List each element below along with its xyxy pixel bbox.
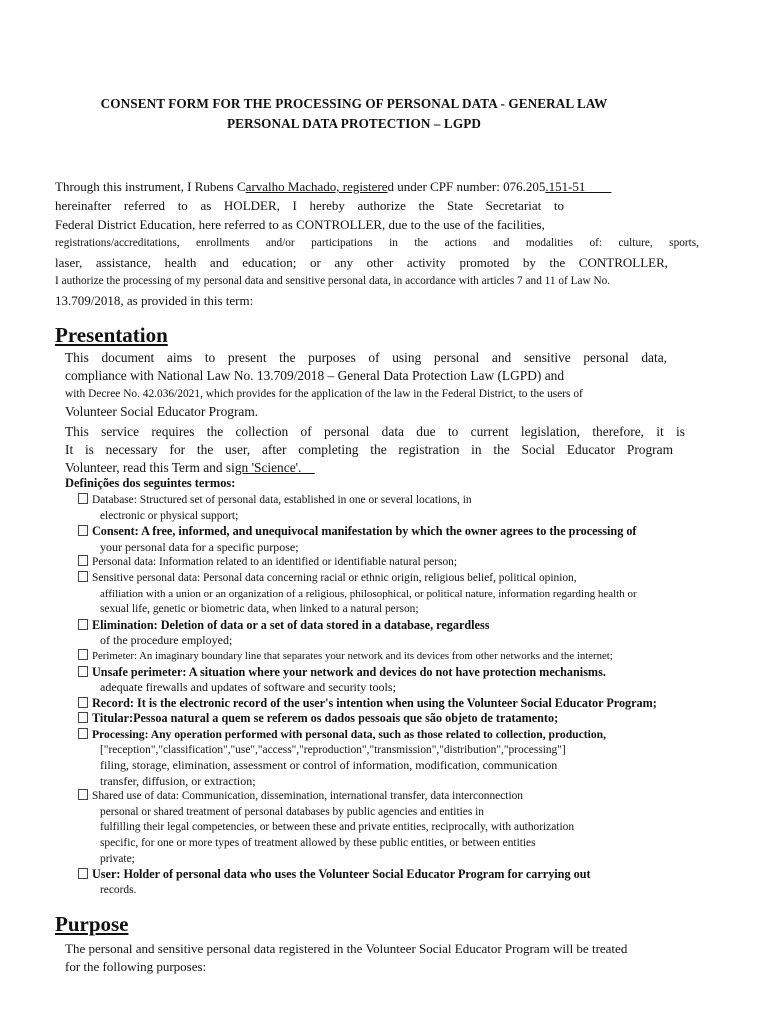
intro-paragraph bbox=[55, 177, 720, 310]
definition-item bbox=[78, 867, 738, 898]
definition-item bbox=[78, 493, 738, 524]
intro-line-1 bbox=[55, 177, 720, 196]
intro-line-3: Federal District Education, here referred to as CONTROLLER, due to the use of the facilities, bbox=[55, 217, 545, 232]
intro-line-6: I authorize the processing of my personal data and sensitive personal data, in accordance with articles 7 and 11 of Law No. bbox=[55, 275, 611, 287]
intro-text: d under CPF number: 076.205 bbox=[387, 179, 546, 194]
definition-continuation: fulfilling their legal competencies, or between these and private entities, reciprocally, with authorization bbox=[100, 821, 575, 834]
presentation-line: This service requires the collection of personal data due to current legislation, therefore, it is bbox=[65, 424, 685, 439]
presentation-body bbox=[65, 349, 717, 477]
purpose-line: The personal and sensitive personal data registered in the Volunteer Social Educator Program will be treated bbox=[65, 941, 628, 956]
definition-item bbox=[78, 696, 738, 712]
definition-item bbox=[78, 789, 738, 867]
definition-text: Sensitive personal data: Personal data concerning racial or ethnic origin, religious belief, political opinion, bbox=[92, 571, 577, 584]
title-line-2: PERSONAL DATA PROTECTION – LGPD bbox=[227, 116, 481, 131]
definition-continuation: affiliation with a union or an organization of a religious, philosophical, or political nature, information regarding health or bbox=[100, 587, 637, 600]
presentation-line: with Decree No. 42.036/2021, which provides for the application of the law in the Federal District, to the users of bbox=[65, 388, 583, 400]
cpf-number: .151-51 bbox=[545, 179, 612, 194]
presentation-heading bbox=[55, 323, 186, 348]
definition-item bbox=[78, 727, 738, 789]
checkbox-icon bbox=[78, 649, 88, 660]
definition-text: Elimination: Deletion of data or a set of data stored in a database, regardless bbox=[92, 617, 490, 632]
checkbox-icon bbox=[78, 868, 88, 879]
definition-item bbox=[78, 649, 738, 665]
checkbox-icon bbox=[78, 666, 88, 677]
definition-item bbox=[78, 524, 738, 555]
definition-text: Processing: Any operation performed with personal data, such as those related to collection, production, bbox=[92, 727, 606, 741]
definition-text: Titular:Pessoa natural a quem se referem os dados pessoais que são objeto de tratamento; bbox=[92, 711, 559, 726]
definition-continuation: electronic or physical support; bbox=[100, 509, 239, 522]
checkbox-icon bbox=[78, 571, 88, 582]
intro-text: Through this instrument, I Rubens C bbox=[55, 179, 246, 194]
definition-continuation: transfer, diffusion, or extraction; bbox=[100, 773, 256, 788]
definition-continuation: records. bbox=[100, 883, 137, 896]
definition-continuation: ["reception","classification","use","access","reproduction","transmission","distribution","processing"] bbox=[100, 743, 566, 756]
purpose-body bbox=[65, 940, 725, 976]
definition-continuation: of the procedure employed; bbox=[100, 633, 233, 648]
holder-name: arvalho Machado, registere bbox=[245, 179, 388, 194]
definition-continuation: specific, for one or more types of treatment allowed by these public entities, or between entities bbox=[100, 837, 536, 850]
purpose-heading bbox=[55, 912, 147, 937]
definition-item bbox=[78, 571, 738, 618]
intro-line-4: registrations/accreditations, enrollments and/or participations in the actions and modalities of: culture, sports, bbox=[55, 237, 699, 249]
definition-continuation: adequate firewalls and updates of software and security tools; bbox=[100, 680, 396, 695]
intro-line-7: 13.709/2018, as provided in this term: bbox=[55, 293, 254, 308]
science-term: gn 'Science'. bbox=[234, 460, 315, 475]
checkbox-icon bbox=[78, 525, 88, 536]
checkbox-icon bbox=[78, 728, 88, 739]
presentation-text: Volunteer, read this Term and si bbox=[65, 460, 235, 475]
checkbox-icon bbox=[78, 619, 88, 630]
checkbox-icon bbox=[78, 555, 88, 566]
definition-item bbox=[78, 618, 738, 649]
definition-continuation: sexual life, genetic or biometric data, when linked to a natural person; bbox=[100, 603, 419, 616]
definition-item bbox=[78, 555, 738, 571]
definition-text: Personal data: Information related to an identified or identifiable natural person; bbox=[92, 556, 458, 569]
checkbox-icon bbox=[78, 493, 88, 504]
definition-continuation: your personal data for a specific purpose; bbox=[100, 539, 299, 554]
presentation-line: This document aims to present the purposes of using personal and sensitive personal data, bbox=[65, 350, 667, 365]
definition-text: Consent: A free, informed, and unequivocal manifestation by which the owner agrees to the processing of bbox=[92, 524, 637, 539]
title-line-1: CONSENT FORM FOR THE PROCESSING OF PERSONAL DATA - GENERAL LAW bbox=[100, 96, 608, 111]
definition-text: User: Holder of personal data who uses the Volunteer Social Educator Program for carrying out bbox=[92, 867, 591, 882]
definition-text: Record: It is the electronic record of the user's intention when using the Volunteer Social Educator Program; bbox=[92, 695, 657, 710]
definition-text: Perimeter: An imaginary boundary line that separates your network and its devices from other networks and the internet; bbox=[92, 649, 613, 662]
definition-continuation: private; bbox=[100, 852, 135, 865]
definition-item bbox=[78, 665, 738, 696]
definition-continuation: filing, storage, elimination, assessment or control of information, modification, communication bbox=[100, 758, 558, 773]
heading-text: Purpose bbox=[55, 912, 129, 936]
presentation-line: Volunteer Social Educator Program. bbox=[65, 404, 259, 419]
definition-item bbox=[78, 711, 738, 727]
presentation-line bbox=[65, 459, 717, 477]
purpose-line: for the following purposes: bbox=[65, 959, 207, 974]
definition-text: Database: Structured set of personal data, established in one or several locations, in bbox=[92, 494, 472, 506]
document-title bbox=[40, 94, 668, 134]
definition-text: Shared use of data: Communication, dissemination, international transfer, data interconnection bbox=[92, 790, 523, 803]
heading-text: Presentation bbox=[55, 323, 168, 347]
intro-line-5: laser, assistance, health and education; or any other activity promoted by the CONTROLLER, bbox=[55, 255, 668, 270]
definition-continuation: personal or shared treatment of personal databases by public agencies and entities in bbox=[100, 805, 484, 818]
checkbox-icon bbox=[78, 789, 88, 800]
checkbox-icon bbox=[78, 712, 88, 723]
definition-text: Unsafe perimeter: A situation where your network and devices do not have protection mechanisms. bbox=[92, 664, 606, 679]
definitions-title: Definições dos seguintes termos: bbox=[65, 476, 236, 490]
definitions-list bbox=[78, 493, 738, 898]
presentation-line: compliance with National Law No. 13.709/2018 – General Data Protection Law (LGPD) and bbox=[65, 368, 565, 383]
presentation-line: It is necessary for the user, after completing the registration in the Social Educator Program bbox=[65, 442, 673, 457]
intro-line-2: hereinafter referred to as HOLDER, I hereby authorize the State Secretariat to bbox=[55, 198, 564, 213]
checkbox-icon bbox=[78, 697, 88, 708]
